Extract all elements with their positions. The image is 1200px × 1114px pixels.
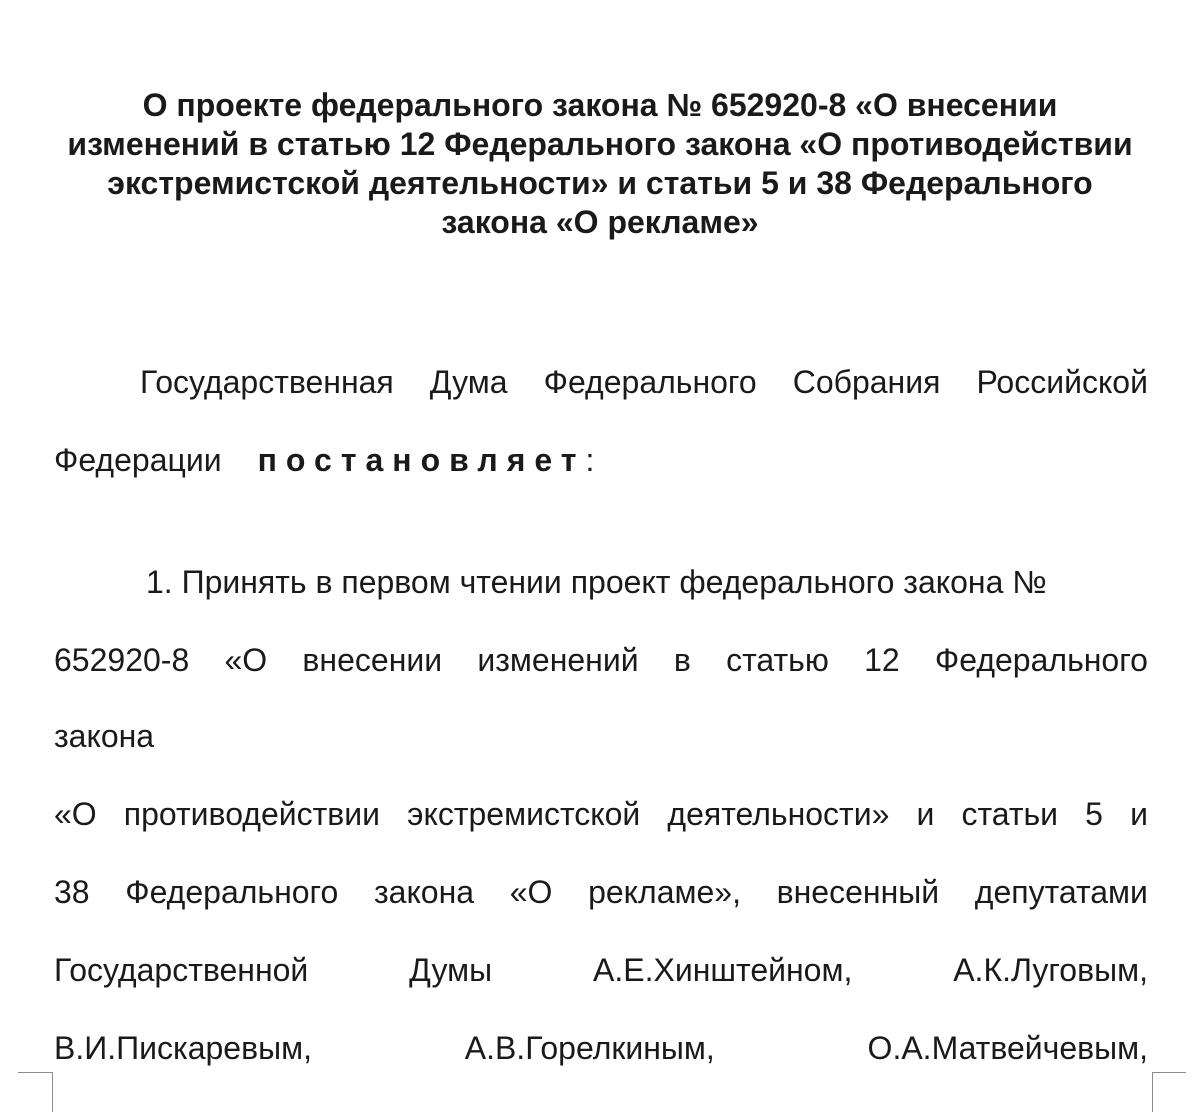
item-word: «О: [509, 874, 553, 910]
item-word: деятельности»: [667, 796, 890, 832]
item-word: «О: [224, 642, 268, 678]
item-word: А.В.Горелкиным,: [464, 1030, 715, 1066]
item-word: В.И.Пискаревым,: [54, 1030, 312, 1066]
item-word: рекламе»,: [588, 874, 741, 910]
title-line: экстремистской деятельности» и статьи 5 и 38 Федерального: [107, 165, 1093, 201]
item-1-line-1: 1. Принять в первом чтении проект федерального закона №: [146, 564, 1047, 600]
preamble-word: Федерации: [54, 442, 222, 478]
title-line: О проекте федерального закона № 652920-8 «О внесении: [142, 87, 1058, 123]
preamble-word: Государственная: [140, 364, 394, 400]
item-word: статью: [726, 642, 829, 678]
item-1-line-7: [54, 1028, 1148, 1068]
item-word: Думы: [409, 952, 493, 988]
item-word: Государственной: [54, 952, 309, 988]
preamble-word: Федерального: [543, 364, 757, 400]
item-word: Федерального: [934, 642, 1148, 678]
preamble-line-1: [54, 362, 1148, 402]
item-word: статьи: [961, 796, 1059, 832]
item-word: 12: [864, 642, 900, 678]
item-word: «О: [54, 796, 97, 832]
item-word: 38: [54, 874, 90, 910]
item-word: А.Е.Хинштейном,: [593, 952, 853, 988]
item-word: 5: [1085, 796, 1103, 832]
preamble-word: Собрания: [792, 364, 941, 400]
item-1-line-2: [54, 640, 1148, 680]
title-line: изменений в статью 12 Федерального закона «О противодействии: [67, 126, 1133, 162]
item-word: Федерального: [125, 874, 339, 910]
preamble-word: Дума: [429, 364, 508, 400]
item-1-line-3: закона: [54, 718, 155, 754]
item-word: внесении: [302, 642, 443, 678]
title-line: закона «О рекламе»: [441, 204, 759, 240]
item-1-line-5: [54, 872, 1148, 912]
preamble-line-2: [54, 440, 1148, 480]
item-1-line-4: [54, 794, 1148, 834]
item-word: противодействии: [123, 796, 381, 832]
item-word: депутатами: [974, 874, 1148, 910]
item-word: закона: [373, 874, 475, 910]
item-word: внесенный: [776, 874, 940, 910]
item-word: экстремистской: [407, 796, 641, 832]
document-title: [40, 86, 1160, 242]
preamble-colon: :: [585, 442, 595, 478]
item-word: 652920-8: [54, 642, 190, 678]
item-word: О.А.Матвейчевым,: [867, 1030, 1148, 1066]
item-word: изменений: [477, 642, 639, 678]
preamble-word: Российской: [976, 364, 1148, 400]
item-1-line-6: [54, 950, 1148, 990]
resolves-keyword: постановляет: [257, 442, 586, 478]
item-word: А.К.Луговым,: [953, 952, 1148, 988]
item-word: и: [1130, 796, 1148, 832]
item-word: в: [673, 642, 691, 678]
item-word: и: [916, 796, 935, 832]
